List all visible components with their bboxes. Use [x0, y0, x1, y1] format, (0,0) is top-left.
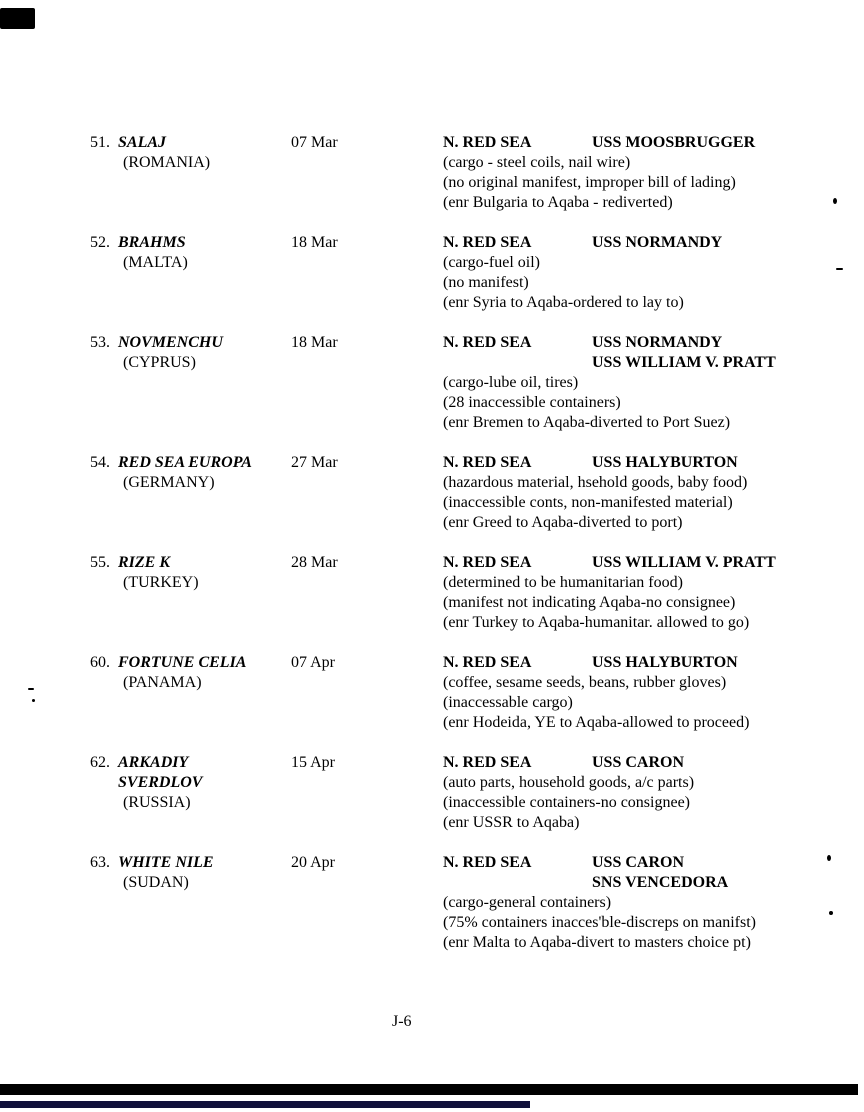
- intercepting-ships: [592, 233, 722, 253]
- detail-line: (inaccessible containers-no consignee): [443, 794, 691, 811]
- location-ship-row: [443, 653, 830, 673]
- intercepting-ship: USS CARON: [592, 754, 685, 771]
- detail-line: (inaccessible conts, non-manifested material): [443, 494, 733, 511]
- intercept-date: 15 Apr: [291, 754, 335, 771]
- vessel-name-block: [118, 233, 188, 273]
- vessel-name: [118, 233, 188, 253]
- entry-number: 54.: [90, 454, 110, 471]
- scan-speckle: [829, 911, 833, 915]
- intercept-date: 18 Mar: [291, 234, 338, 251]
- detail-line: (enr Bremen to Aqaba-diverted to Port Suez): [443, 414, 731, 431]
- entry-details: [443, 153, 830, 213]
- entry-number: 52.: [90, 234, 110, 251]
- intercepting-ships: [592, 853, 728, 893]
- intercept-date: 28 Mar: [291, 554, 338, 571]
- location-ship-row: [443, 553, 830, 573]
- detail-line: (cargo-fuel oil): [443, 254, 540, 271]
- intercept-date: 07 Mar: [291, 134, 338, 151]
- vessel-country: (SUDAN): [123, 874, 189, 891]
- location-ship-row: [443, 233, 830, 253]
- entry-row: [90, 453, 830, 533]
- vessel-name: [118, 853, 214, 873]
- intercepting-ship: USS NORMANDY: [592, 334, 723, 351]
- intercept-cell: [443, 453, 830, 533]
- location-ship-row: [443, 753, 830, 773]
- location-ship-row: [443, 133, 830, 153]
- detail-line: (enr Malta to Aqaba-divert to masters choice pt): [443, 934, 751, 951]
- intercepting-ship: USS NORMANDY: [592, 234, 723, 251]
- detail-line: (enr Bulgaria to Aqaba - rediverted): [443, 194, 673, 211]
- entry-row: [90, 233, 830, 313]
- intercept-date: 20 Apr: [291, 854, 335, 871]
- entry-number: 62.: [90, 754, 110, 771]
- vessel-id-cell: [90, 133, 291, 173]
- detail-line: (enr USSR to Aqaba): [443, 814, 580, 831]
- intercept-cell: [443, 233, 830, 313]
- vessel-country: (ROMANIA): [123, 154, 211, 171]
- detail-line: (hazardous material, hsehold goods, baby food): [443, 474, 748, 491]
- entry-number: 55.: [90, 554, 110, 571]
- vessel-name-block: [118, 133, 210, 173]
- vessel-name-line: SVERDLOV: [118, 774, 203, 791]
- vessel-id-cell: [90, 553, 291, 593]
- vessel-country: (MALTA): [123, 254, 188, 271]
- intercepting-ships: [592, 653, 738, 673]
- vessel-name-block: [118, 653, 246, 693]
- intercept-cell: [443, 753, 830, 833]
- detail-line: (cargo-lube oil, tires): [443, 374, 579, 391]
- entry-details: [443, 893, 830, 953]
- location-ship-row: [443, 333, 830, 373]
- intercept-cell: [443, 133, 830, 213]
- intercepting-ships: [592, 453, 738, 473]
- vessel-country: (CYPRUS): [123, 354, 196, 371]
- intercepting-ship: SNS VENCEDORA: [592, 874, 729, 891]
- intercepting-ship: USS HALYBURTON: [592, 654, 738, 671]
- intercepting-ship: USS WILLIAM V. PRATT: [592, 554, 776, 571]
- vessel-name-block: [118, 453, 252, 493]
- scan-speckle: [833, 198, 837, 204]
- entry-row: [90, 753, 830, 833]
- vessel-name-block: [118, 333, 223, 373]
- intercept-location: N. RED SEA: [443, 334, 532, 351]
- detail-line: (auto parts, household goods, a/c parts): [443, 774, 695, 791]
- scan-artifact-bottom-bar: [0, 1084, 858, 1095]
- intercepting-ship: USS MOOSBRUGGER: [592, 134, 756, 151]
- vessel-name: [118, 133, 210, 153]
- entry-details: [443, 673, 830, 733]
- entry-details: [443, 473, 830, 533]
- intercept-location: N. RED SEA: [443, 854, 532, 871]
- vessel-name-block: [118, 753, 202, 813]
- intercept-cell: [443, 553, 830, 633]
- location-ship-row: [443, 853, 830, 893]
- scan-speckle: [827, 855, 831, 861]
- detail-line: (75% containers inacces'ble-discreps on manifst): [443, 914, 756, 931]
- detail-line: (enr Greed to Aqaba-diverted to port): [443, 514, 683, 531]
- vessel-id-cell: [90, 853, 291, 893]
- intercept-location: N. RED SEA: [443, 654, 532, 671]
- vessel-id-cell: [90, 333, 291, 373]
- vessel-name-line: RIZE K: [118, 554, 171, 571]
- entry-row: [90, 333, 830, 433]
- vessel-id-cell: [90, 233, 291, 273]
- intercepting-ships: [592, 753, 684, 773]
- intercept-cell: [443, 333, 830, 433]
- vessel-name-line: SALAJ: [118, 134, 167, 151]
- scan-artifact-bottom-bar-2: [0, 1101, 530, 1108]
- detail-line: (coffee, sesame seeds, beans, rubber gloves): [443, 674, 727, 691]
- entry-details: [443, 573, 830, 633]
- intercept-cell: [443, 853, 830, 953]
- detail-line: (enr Hodeida, YE to Aqaba-allowed to proceed): [443, 714, 750, 731]
- detail-line: (determined to be humanitarian food): [443, 574, 683, 591]
- vessel-name-block: [118, 553, 199, 593]
- scan-artifact-corner: [0, 8, 35, 29]
- intercepting-ship: USS WILLIAM V. PRATT: [592, 354, 776, 371]
- intercept-date: 07 Apr: [291, 654, 335, 671]
- vessel-name-line: ARKADIY: [118, 754, 189, 771]
- vessel-name-line: WHITE NILE: [118, 854, 214, 871]
- detail-line: (enr Syria to Aqaba-ordered to lay to): [443, 294, 684, 311]
- vessel-name-line: RED SEA EUROPA: [118, 454, 252, 471]
- entry-row: [90, 853, 830, 953]
- intercept-date: 18 Mar: [291, 334, 338, 351]
- vessel-name-line: BRAHMS: [118, 234, 186, 251]
- entry-details: [443, 373, 830, 433]
- intercept-location: N. RED SEA: [443, 754, 532, 771]
- entry-number: 53.: [90, 334, 110, 351]
- scan-speckle: [836, 268, 843, 270]
- intercept-cell: [443, 653, 830, 733]
- detail-line: (no manifest): [443, 274, 529, 291]
- vessel-country: (PANAMA): [123, 674, 202, 691]
- intercepting-ship: USS CARON: [592, 854, 685, 871]
- vessel-name-block: [118, 853, 214, 893]
- intercepting-ship: USS HALYBURTON: [592, 454, 738, 471]
- entry-row: [90, 553, 830, 633]
- detail-line: (inaccessable cargo): [443, 694, 573, 711]
- vessel-name: [118, 333, 223, 353]
- scan-speckle: [28, 688, 34, 690]
- vessel-country: (GERMANY): [123, 474, 215, 491]
- entry-number: 51.: [90, 134, 110, 151]
- location-ship-row: [443, 453, 830, 473]
- detail-line: (enr Turkey to Aqaba-humanitar. allowed to go): [443, 614, 750, 631]
- vessel-name: [118, 453, 252, 473]
- intercept-location: N. RED SEA: [443, 454, 532, 471]
- intercept-location: N. RED SEA: [443, 234, 532, 251]
- entry-number: 60.: [90, 654, 110, 671]
- intercept-date: 27 Mar: [291, 454, 338, 471]
- vessel-name: [118, 753, 202, 793]
- intercepting-ships: [592, 333, 776, 373]
- scan-speckle: [32, 699, 35, 702]
- intercepting-ships: [592, 553, 776, 573]
- entry-details: [443, 253, 830, 313]
- vessel-name: [118, 553, 199, 573]
- entry-details: [443, 773, 830, 833]
- entry-row: [90, 653, 830, 733]
- vessel-id-cell: [90, 453, 291, 493]
- page-number: J-6: [392, 1013, 412, 1030]
- detail-line: (cargo-general containers): [443, 894, 612, 911]
- detail-line: (28 inaccessible containers): [443, 394, 621, 411]
- intercept-location: N. RED SEA: [443, 554, 532, 571]
- vessel-id-cell: [90, 753, 291, 813]
- entry-row: [90, 133, 830, 213]
- detail-line: (cargo - steel coils, nail wire): [443, 154, 631, 171]
- detail-line: (no original manifest, improper bill of lading): [443, 174, 736, 191]
- detail-line: (manifest not indicating Aqaba-no consignee): [443, 594, 736, 611]
- vessel-country: (RUSSIA): [123, 794, 191, 811]
- intercepting-ships: [592, 133, 755, 153]
- vessel-name: [118, 653, 246, 673]
- vessel-country: (TURKEY): [123, 574, 199, 591]
- entries: [90, 133, 830, 973]
- entry-number: 63.: [90, 854, 110, 871]
- intercept-location: N. RED SEA: [443, 134, 532, 151]
- vessel-name-line: NOVMENCHU: [118, 334, 223, 351]
- vessel-name-line: FORTUNE CELIA: [118, 654, 247, 671]
- vessel-id-cell: [90, 653, 291, 693]
